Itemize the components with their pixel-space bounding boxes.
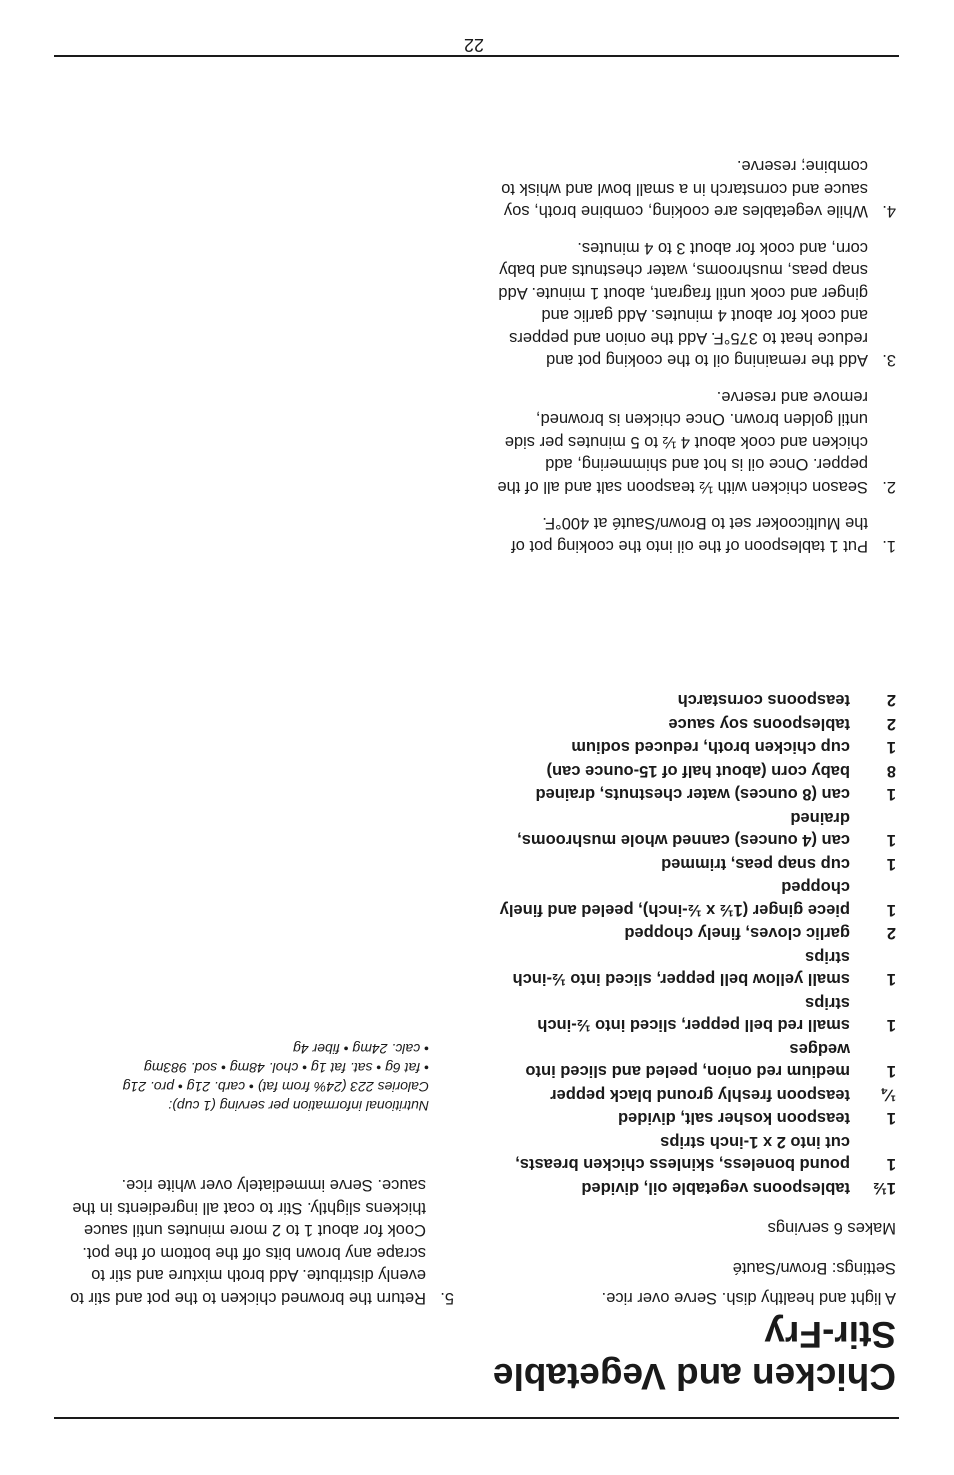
step-item [59,1174,454,1309]
ingredient-qty: 1 [886,1155,896,1174]
ingredient-qty: 1 [886,1016,896,1035]
ingredient-text: teaspoon freshly ground black pepper [550,1086,850,1104]
ingredient-text: tablespoons vegetable oil, divided [581,1179,850,1197]
ingredient-qty: 1 [886,785,896,804]
ingredient-qty: 1½ [873,1179,896,1197]
step-number: 5. [440,1289,454,1307]
step-number: 2. [882,478,896,496]
ingredient-item [496,922,896,945]
step-list-right [59,1160,454,1309]
ingredient-qty: 2 [886,691,896,710]
ingredient-item [496,736,896,759]
ingredient-text: garlic cloves, finely chopped [624,924,850,943]
nutrition-info [69,1039,429,1115]
bottom-rule [54,55,899,57]
recipe-description: A light and healthy dish. Serve over rice. [601,1289,896,1307]
ingredient-qty: 1 [886,970,896,989]
ingredient-item [496,1107,896,1130]
ingredient-item [496,713,896,736]
step-item [496,386,896,499]
ingredient-item [496,807,896,852]
nutrition-line: Calories 223 (24% from fat) • carb. 21g • pro. 21g [122,1079,429,1095]
ingredient-text: teaspoon kosher salt, divided [618,1109,850,1128]
step-text: Add the remaining oil to the cooking pot and reduce heat to 375°F. Add the onion and peppers and cook for about 4 minutes. Add garlic and ginger and cook until fragrant, about 1 minute. Add snap peas, mushrooms, water chestnuts and baby corn, and cook for about 3 to 4 minutes. [498,239,868,370]
step-number: 1. [882,537,896,555]
ingredient-item [496,760,896,783]
ingredient-text: can (8 ounces) water chestnuts, drained [535,785,850,804]
step-text: Season chicken with ½ teaspoon salt and all of the pepper. Once oil is hot and shimmering, add chicken and cook about 4 ½ to 5 minutes per side until golden brown. Once chicken is browned, remove and reserve. [497,388,868,496]
recipe-settings: Settings: Brown/Sauté [732,1259,896,1277]
step-text: While vegetables are cooking, combine broth, soy sauce and cornstarch in a small bowl and whisk to combine; reserve. [501,157,868,221]
ingredient-qty: 2 [886,924,896,943]
ingredient-item [496,1038,896,1083]
ingredient-qty: 1 [886,831,896,850]
step-item [496,512,896,557]
step-item [496,155,896,223]
ingredient-item [496,946,896,991]
ingredient-text: tablespoons soy sauce [668,715,850,733]
recipe-yield: Makes 6 servings [767,1219,896,1237]
page-number: 22 [463,35,485,55]
ingredient-qty: 8 [886,762,896,780]
ingredient-item [496,1131,896,1176]
ingredient-item [496,992,896,1037]
ingredient-item [496,876,896,921]
ingredient-item [496,783,896,806]
nutrition-line: • calc. 24mg • fiber 4g [293,1041,429,1057]
ingredient-qty: ¼ [882,1086,896,1104]
ingredient-qty: 1 [886,738,896,757]
nutrition-label: Nutritional information per serving (1 cup): [168,1098,429,1114]
ingredient-list [496,688,896,1199]
ingredient-text: can (4 ounces) canned whole mushrooms, drained [517,809,850,850]
step-list-left [496,141,896,557]
ingredient-qty: 1 [886,901,896,919]
step-number: 3. [882,351,896,370]
ingredient-text: small red bell pepper, sliced into ½-inch strips [537,994,850,1035]
step-number: 4. [882,202,896,221]
recipe-title: Chicken and Vegetable Stir-Fry [492,1314,896,1397]
ingredient-text: cup snap peas, trimmed [661,855,850,873]
ingredient-qty: 1 [886,855,896,873]
ingredient-text: small yellow bell pepper, sliced into ½-inch strips [512,948,850,989]
ingredient-item [496,853,896,876]
ingredient-item [496,1084,896,1107]
ingredient-text: piece ginger (1½ x ½-inch), peeled and finely chopped [499,878,850,919]
ingredient-text: teaspoons cornstarch [677,691,850,710]
ingredient-text: pound boneless, skinless chicken breasts, cut into 2 x 1-inch strips [515,1133,850,1174]
ingredient-item [496,1177,896,1200]
ingredient-qty: 1 [886,1109,896,1128]
ingredient-text: baby corn (about half of 15-ounce can) [546,762,850,780]
step-text: Put 1 tablespoon of the oil into the cooking pot of the Multicooker set to Brown/Sauté at 400°F. [511,514,868,555]
step-text: Return the browned chicken to the pot and stir to evenly distribute. Add broth mixture and stir to scrape any brown bits off the bottom of the pot. Cook for about 1 to 2 more minutes until sauce thickens slightly. Stir to coat all ingredients in the sauce. Serve immediately over white rice. [70,1176,426,1307]
ingredient-qty: 2 [886,715,896,733]
ingredient-qty: 1 [886,1062,896,1081]
top-rule [54,1417,899,1419]
step-item [496,237,896,372]
nutrition-line: • fat 6g • sat. fat 1g • chol. 48mg • sod. 983mg [144,1060,429,1076]
ingredient-text: medium red onion, peeled and sliced into wedges [525,1040,850,1081]
ingredient-text: cup chicken broth, reduced sodium [571,738,850,757]
ingredient-item [496,689,896,712]
